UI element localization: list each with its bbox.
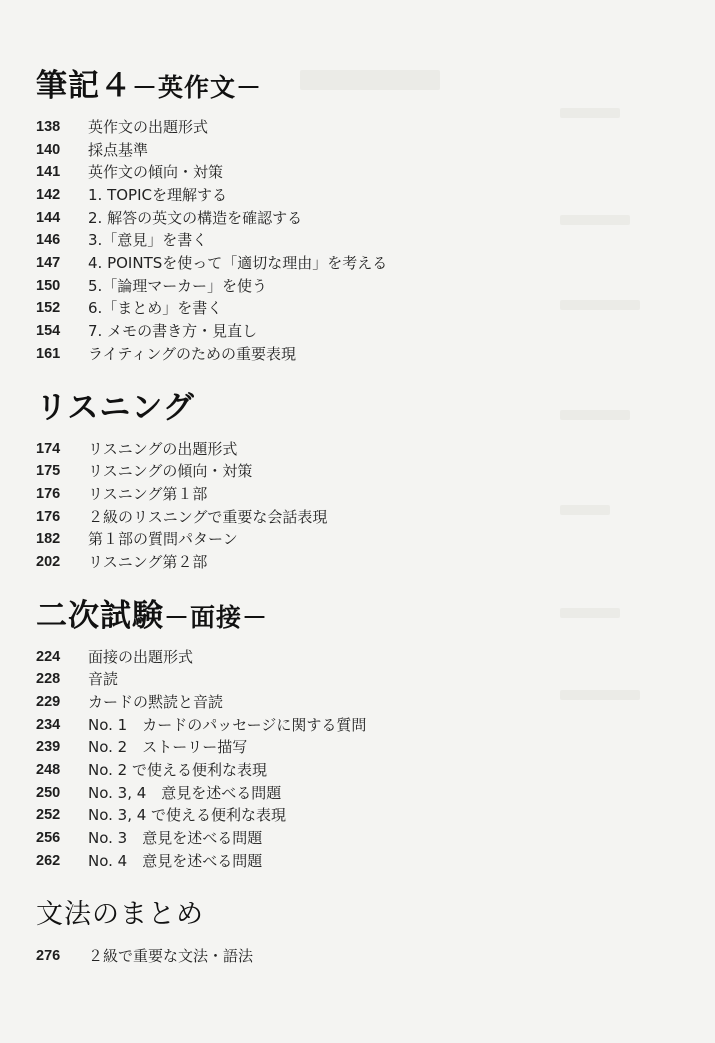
- toc-entry[interactable]: [36, 483, 676, 506]
- section-title: 筆記４－英作文－: [36, 68, 263, 104]
- toc-section-listening: [36, 384, 676, 574]
- entry-title: リスニング第２部: [88, 552, 208, 571]
- entry-title: カードの黙読と音読: [88, 693, 224, 712]
- entry-title: ライティングのための重要表現: [88, 344, 297, 363]
- table-of-contents: [36, 62, 676, 967]
- entry-title: 英作文の傾向・対策: [88, 163, 224, 182]
- toc-entry[interactable]: [36, 646, 676, 669]
- page-number: 176: [36, 508, 61, 525]
- page-number: 150: [36, 277, 61, 294]
- page-number: 224: [36, 648, 61, 665]
- entry-title: 英作文の出題形式: [88, 117, 209, 136]
- page-number: 276: [36, 947, 61, 964]
- entry-title: No. 2 ストーリー描写: [88, 738, 248, 757]
- entry-title: No. 3, 4 意見を述べる問題: [88, 783, 282, 802]
- page-number: 252: [36, 807, 61, 824]
- entry-title: No. 3 意見を述べる問題: [88, 829, 263, 848]
- toc-entry[interactable]: [36, 945, 676, 968]
- toc-entry[interactable]: [36, 551, 676, 574]
- page-number: 229: [36, 694, 61, 711]
- entry-title: ２級で重要な文法・語法: [88, 946, 254, 965]
- entry-title: 4. POINTSを使って「適切な理由」を考える: [88, 254, 388, 273]
- toc-entry[interactable]: [36, 827, 676, 850]
- page-number: 239: [36, 739, 61, 756]
- toc-entry[interactable]: [36, 782, 676, 805]
- page-number: 248: [36, 762, 61, 779]
- toc-section-grammar: [36, 891, 676, 968]
- entry-title: 3.「意見」を書く: [88, 231, 208, 250]
- toc-entry[interactable]: [36, 161, 676, 184]
- toc-entry[interactable]: [36, 343, 676, 366]
- page-number: 250: [36, 784, 61, 801]
- toc-entry[interactable]: [36, 691, 676, 714]
- entry-title: No. 1 カードのパッセージに関する質問: [88, 715, 367, 734]
- entry-title: リスニングの出題形式: [88, 439, 238, 458]
- toc-entry[interactable]: [36, 252, 676, 275]
- page-number: 152: [36, 300, 61, 317]
- page-number: 256: [36, 830, 61, 847]
- entry-title: 2. 解答の英文の構造を確認する: [88, 208, 303, 227]
- toc-entry[interactable]: [36, 759, 676, 782]
- toc-entry[interactable]: [36, 736, 676, 759]
- section-title: 文法のまとめ: [36, 898, 204, 930]
- entry-title: リスニングの傾向・対策: [88, 462, 253, 481]
- toc-section-interview: [36, 592, 676, 873]
- entry-title: 7. メモの書き方・見直し: [88, 322, 258, 341]
- page-number: 262: [36, 852, 61, 869]
- entry-title: No. 2 で使える便利な表現: [88, 761, 267, 780]
- page-number: 175: [36, 463, 61, 480]
- entry-title: ２級のリスニングで重要な会話表現: [88, 507, 328, 526]
- page-number: 174: [36, 440, 61, 457]
- toc-entry[interactable]: [36, 460, 676, 483]
- section-title: リスニング: [36, 389, 195, 426]
- page-number: 176: [36, 485, 61, 502]
- entry-title: 採点基準: [88, 140, 149, 159]
- page-number: 182: [36, 531, 61, 548]
- page-number: 228: [36, 671, 61, 688]
- toc-entry[interactable]: [36, 528, 676, 551]
- toc-section-writing: [36, 62, 676, 366]
- entry-title: 5.「論理マーカー」を使う: [88, 276, 268, 295]
- page-number: 141: [36, 164, 61, 181]
- entry-title: No. 4 意見を述べる問題: [88, 851, 263, 870]
- toc-entry[interactable]: [36, 229, 676, 252]
- page-number: 142: [36, 187, 61, 204]
- toc-entry[interactable]: [36, 116, 676, 139]
- page-number: 161: [36, 345, 61, 362]
- page-number: 144: [36, 209, 61, 226]
- entry-title: No. 3, 4 で使える便利な表現: [88, 806, 287, 825]
- page-number: 154: [36, 323, 61, 340]
- entry-title: 1. TOPICを理解する: [88, 186, 227, 205]
- toc-entry[interactable]: [36, 184, 676, 207]
- toc-entry[interactable]: [36, 275, 676, 298]
- page-number: 202: [36, 553, 61, 570]
- entry-title: 第１部の質問パターン: [88, 530, 238, 549]
- toc-entry[interactable]: [36, 850, 676, 873]
- page-number: 147: [36, 255, 61, 272]
- toc-entry[interactable]: [36, 139, 676, 162]
- entry-title: リスニング第１部: [88, 484, 208, 503]
- toc-entry[interactable]: [36, 207, 676, 230]
- toc-entry[interactable]: [36, 805, 676, 828]
- section-title: 二次試験－面接－: [36, 597, 269, 634]
- entry-title: 6.「まとめ」を書く: [88, 299, 223, 318]
- toc-entry[interactable]: [36, 668, 676, 691]
- entry-title: 面接の出題形式: [88, 647, 194, 666]
- page-number: 138: [36, 118, 61, 135]
- page-number: 140: [36, 141, 61, 158]
- toc-entry[interactable]: [36, 320, 676, 343]
- toc-entry[interactable]: [36, 298, 676, 321]
- entry-title: 音読: [88, 670, 119, 689]
- toc-entry[interactable]: [36, 714, 676, 737]
- toc-entry[interactable]: [36, 506, 676, 529]
- toc-entry[interactable]: [36, 438, 676, 461]
- page-number: 146: [36, 232, 61, 249]
- page-number: 234: [36, 716, 61, 733]
